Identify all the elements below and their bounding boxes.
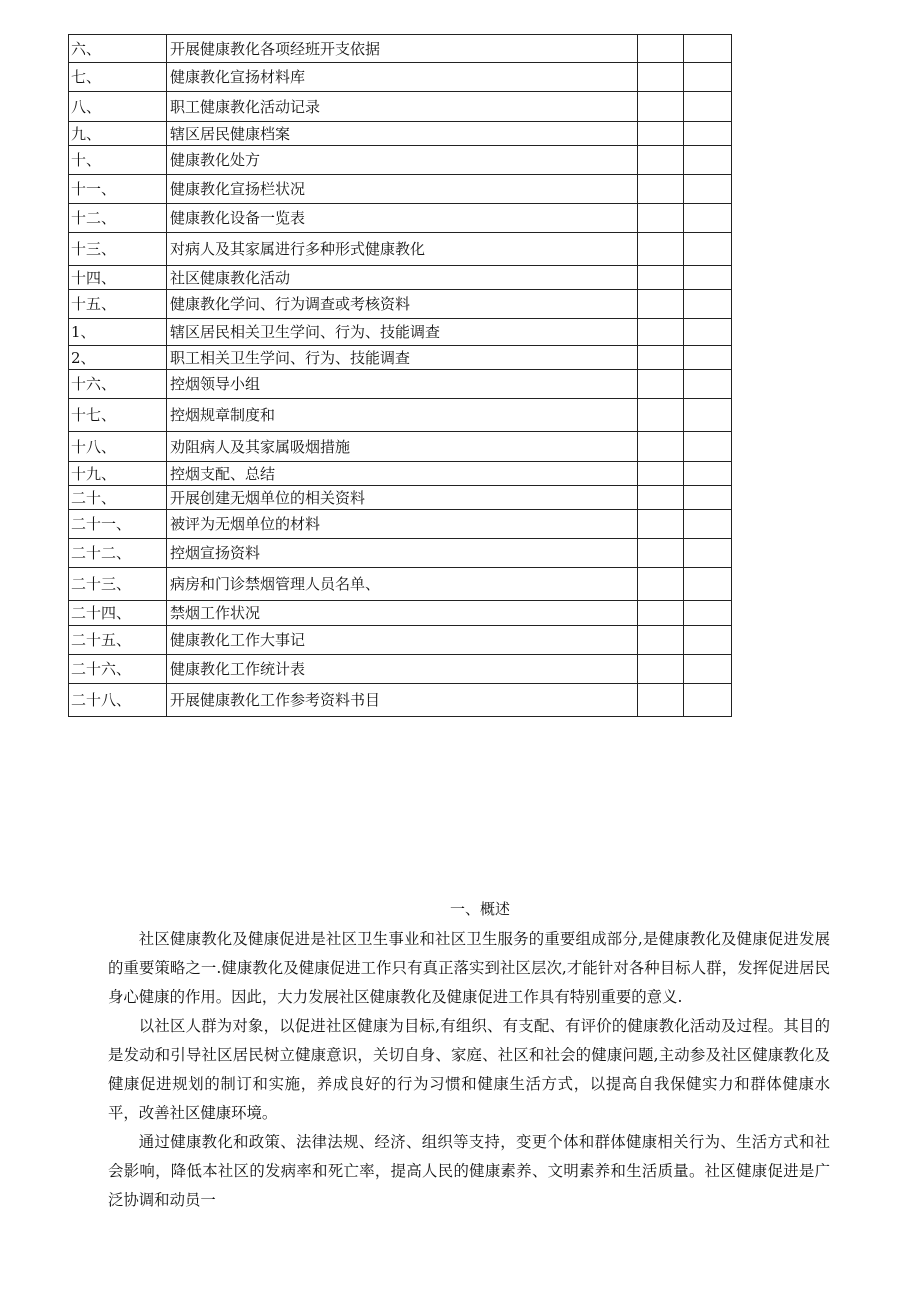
row-title: 健康教化宣扬栏状况 (167, 175, 638, 204)
empty-cell (684, 35, 732, 63)
empty-cell (638, 175, 684, 204)
row-number: 二十六、 (69, 655, 167, 684)
empty-cell (684, 146, 732, 175)
row-number: 十一、 (69, 175, 167, 204)
table-row (69, 684, 732, 717)
paragraph-1: 社区健康教化及健康促进是社区卫生事业和社区卫生服务的重要组成部分,是健康教化及健康促进发展的重要策略之一.健康教化及健康促进工作只有真正落实到社区层次,才能针对各种目标人群，发挥促进居民身心健康的作用。因此，大力发展社区健康教化及健康促进工作具有特别重要的意义. (108, 930, 830, 1006)
table-row (69, 399, 732, 432)
row-title: 辖区居民相关卫生学问、行为、技能调查 (167, 319, 638, 346)
row-title: 控烟领导小组 (167, 370, 638, 399)
empty-cell (684, 655, 732, 684)
row-title: 控烟宣扬资料 (167, 539, 638, 568)
empty-cell (684, 319, 732, 346)
empty-cell (684, 233, 732, 266)
row-number: 十、 (69, 146, 167, 175)
table-row (69, 146, 732, 175)
row-number: 十九、 (69, 462, 167, 486)
empty-cell (684, 290, 732, 319)
table-row (69, 175, 732, 204)
section-heading: 一、概述 (449, 900, 510, 918)
table-row (69, 626, 732, 655)
row-number: 二十、 (69, 486, 167, 510)
table-row (69, 462, 732, 486)
row-number: 1、 (69, 319, 167, 346)
empty-cell (638, 432, 684, 462)
empty-cell (638, 539, 684, 568)
table-row (69, 486, 732, 510)
row-number: 十八、 (69, 432, 167, 462)
table-row (69, 204, 732, 233)
empty-cell (684, 539, 732, 568)
row-title: 劝阻病人及其家属吸烟措施 (167, 432, 638, 462)
table-row (69, 266, 732, 290)
table-row (69, 290, 732, 319)
row-title: 开展健康教化各项经班开支依据 (167, 35, 638, 63)
empty-cell (638, 319, 684, 346)
empty-cell (638, 35, 684, 63)
empty-cell (638, 601, 684, 626)
row-title: 健康教化工作大事记 (167, 626, 638, 655)
empty-cell (684, 462, 732, 486)
row-title: 健康教化工作统计表 (167, 655, 638, 684)
empty-cell (638, 626, 684, 655)
row-title: 辖区居民健康档案 (167, 122, 638, 146)
row-number: 2、 (69, 346, 167, 370)
row-title: 社区健康教化活动 (167, 266, 638, 290)
row-number: 二十四、 (69, 601, 167, 626)
empty-cell (638, 399, 684, 432)
empty-cell (638, 266, 684, 290)
empty-cell (638, 684, 684, 717)
row-number: 十二、 (69, 204, 167, 233)
empty-cell (638, 92, 684, 122)
row-title: 控烟规章制度和 (167, 399, 638, 432)
row-number: 八、 (69, 92, 167, 122)
empty-cell (684, 626, 732, 655)
empty-cell (638, 462, 684, 486)
row-title: 健康教化宣扬材料库 (167, 63, 638, 92)
row-title: 开展创建无烟单位的相关资料 (167, 486, 638, 510)
row-number: 十五、 (69, 290, 167, 319)
row-number: 二十五、 (69, 626, 167, 655)
empty-cell (684, 568, 732, 601)
row-number: 七、 (69, 63, 167, 92)
row-title: 健康教化学问、行为调查或考核资料 (167, 290, 638, 319)
table-row (69, 539, 732, 568)
empty-cell (638, 346, 684, 370)
empty-cell (684, 601, 732, 626)
table-row (69, 92, 732, 122)
empty-cell (684, 486, 732, 510)
row-number: 二十二、 (69, 539, 167, 568)
paragraph-3: 通过健康教化和政策、法律法规、经济、组织等支持，变更个体和群体健康相关行为、生活方式和社会影响，降低本社区的发病率和死亡率，提高人民的健康素养、文明素养和生活质量。社区健康促进是广泛协调和动员一 (108, 1133, 830, 1209)
empty-cell (638, 290, 684, 319)
empty-cell (638, 204, 684, 233)
empty-cell (684, 204, 732, 233)
index-table-body (69, 35, 732, 717)
row-title: 开展健康教化工作参考资料书目 (167, 684, 638, 717)
empty-cell (684, 510, 732, 539)
empty-cell (684, 92, 732, 122)
table-row (69, 370, 732, 399)
table-row (69, 432, 732, 462)
empty-cell (638, 655, 684, 684)
row-title: 健康教化设备一览表 (167, 204, 638, 233)
empty-cell (638, 370, 684, 399)
table-row (69, 319, 732, 346)
empty-cell (638, 146, 684, 175)
table-row (69, 510, 732, 539)
row-number: 六、 (69, 35, 167, 63)
empty-cell (684, 432, 732, 462)
paragraph-2: 以社区人群为对象，以促进社区健康为目标,有组织、有支配、有评价的健康教化活动及过程。其目的是发动和引导社区居民树立健康意识，关切自身、家庭、社区和社会的健康问题,主动参及社区健康教化及健康促进规划的制订和实施，养成良好的行为习惯和健康生活方式，以提高自我保健实力和群体健康水平，改善社区健康环境。 (108, 1017, 830, 1122)
empty-cell (684, 175, 732, 204)
row-number: 九、 (69, 122, 167, 146)
section-body (108, 925, 830, 1215)
row-number: 二十一、 (69, 510, 167, 539)
row-title: 禁烟工作状况 (167, 601, 638, 626)
empty-cell (684, 684, 732, 717)
row-title: 病房和门诊禁烟管理人员名单、 (167, 568, 638, 601)
table-row (69, 346, 732, 370)
empty-cell (684, 346, 732, 370)
document-index-table (68, 34, 732, 717)
row-title: 健康教化处方 (167, 146, 638, 175)
empty-cell (684, 370, 732, 399)
row-number: 十四、 (69, 266, 167, 290)
row-number: 二十三、 (69, 568, 167, 601)
row-title: 被评为无烟单位的材料 (167, 510, 638, 539)
table-row (69, 63, 732, 92)
table-row (69, 233, 732, 266)
row-title: 控烟支配、总结 (167, 462, 638, 486)
empty-cell (638, 233, 684, 266)
empty-cell (638, 63, 684, 92)
empty-cell (638, 486, 684, 510)
row-number: 十六、 (69, 370, 167, 399)
empty-cell (638, 510, 684, 539)
empty-cell (684, 122, 732, 146)
row-title: 职工相关卫生学问、行为、技能调查 (167, 346, 638, 370)
row-title: 对病人及其家属进行多种形式健康教化 (167, 233, 638, 266)
row-number: 二十八、 (69, 684, 167, 717)
empty-cell (684, 399, 732, 432)
row-title: 职工健康教化活动记录 (167, 92, 638, 122)
empty-cell (638, 568, 684, 601)
table-row (69, 35, 732, 63)
table-row (69, 122, 732, 146)
row-number: 十三、 (69, 233, 167, 266)
row-number: 十七、 (69, 399, 167, 432)
empty-cell (684, 63, 732, 92)
table-row (69, 655, 732, 684)
table-row (69, 568, 732, 601)
table-row (69, 601, 732, 626)
empty-cell (638, 122, 684, 146)
empty-cell (684, 266, 732, 290)
